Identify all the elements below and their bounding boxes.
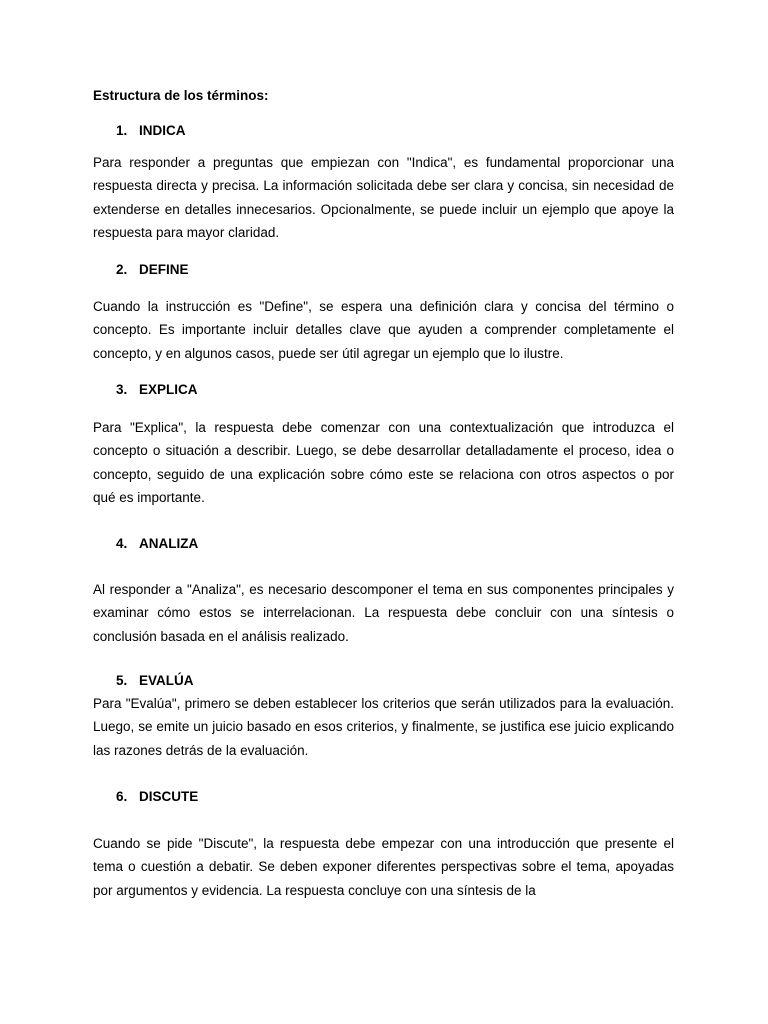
section-number: 1. (116, 123, 128, 138)
section-title: INDICA (139, 123, 186, 138)
section-heading-evalua (116, 672, 194, 690)
section-number: 2. (116, 262, 128, 277)
section-title: EVALÚA (139, 673, 194, 688)
section-title: DISCUTE (139, 789, 199, 804)
section-heading-analiza (116, 535, 198, 553)
section-body-analiza: Al responder a "Analiza", es necesario descomponer el tema en sus componentes principales y examinar cómo estos se interrelacionan. La respuesta debe concluir con una síntesis o conclusión basada en el análisis realizado. (93, 582, 674, 644)
section-heading-define (116, 261, 189, 279)
section-body-discute: Cuando se pide "Discute", la respuesta debe empezar con una introducción que presente el tema o cuestión a debatir. Se deben exponer diferentes perspectivas sobre el tema, apoyadas por argumentos y evidencia. La respuesta concluye con una síntesis de la (93, 836, 674, 898)
section-number: 6. (116, 789, 128, 804)
section-heading-explica (116, 381, 198, 399)
section-number: 5. (116, 673, 128, 688)
section-number: 3. (116, 382, 128, 397)
section-body-define: Cuando la instrucción es "Define", se espera una definición clara y concisa del término o concepto. Es importante incluir detalles clave que ayuden a comprender completamente el concepto, y en algunos casos, puede ser útil agregar un ejemplo que lo ilustre. (93, 299, 674, 361)
section-heading-indica (116, 122, 186, 140)
section-body-indica: Para responder a preguntas que empiezan con "Indica", es fundamental proporcionar una respuesta directa y precisa. La información solicitada debe ser clara y concisa, sin necesidad de extenderse en detalles innecesarios. Opcionalmente, se puede incluir un ejemplo que apoye la respuesta para mayor claridad. (93, 155, 674, 240)
section-title: DEFINE (139, 262, 189, 277)
section-title: EXPLICA (139, 382, 198, 397)
section-body-explica: Para "Explica", la respuesta debe comenzar con una contextualización que introduzca el concepto o situación a describir. Luego, se debe desarrollar detalladamente el proceso, idea o concepto, seguido de una explicación sobre cómo este se relaciona con otros aspectos o por qué es importante. (93, 420, 674, 505)
document-title: Estructura de los términos: (93, 88, 269, 103)
section-heading-discute (116, 788, 198, 806)
section-title: ANALIZA (139, 536, 199, 551)
section-number: 4. (116, 536, 128, 551)
section-body-evalua: Para "Evalúa", primero se deben establecer los criterios que serán utilizados para la evaluación. Luego, se emite un juicio basado en esos criterios, y finalmente, se justifica ese juicio explicando las razones detrás de la evaluación. (93, 696, 674, 758)
